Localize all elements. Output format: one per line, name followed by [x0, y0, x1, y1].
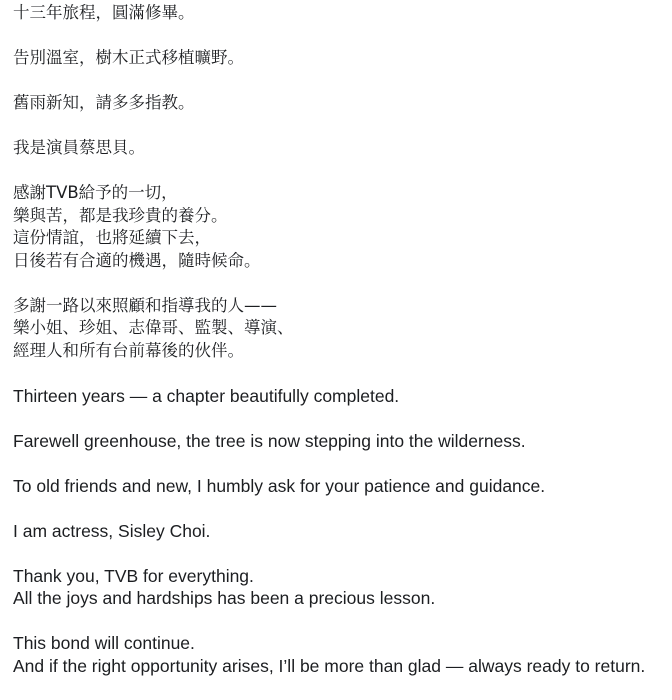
paragraph	[13, 2, 663, 25]
text-line: 感謝TVB給予的一切，	[13, 183, 178, 202]
text-line: To old friends and new, I humbly ask for your patience and guidance.	[13, 475, 546, 496]
text-line: Thirteen years — a chapter beautifully completed.	[13, 385, 400, 406]
paragraph	[13, 520, 663, 543]
text-line: Thank you, TVB for everything.	[13, 565, 254, 586]
english-section	[13, 385, 663, 678]
paragraph	[13, 92, 663, 115]
paragraph	[13, 565, 663, 610]
paragraph	[13, 295, 663, 363]
text-line: 告別溫室，樹木正式移植曠野。	[13, 48, 244, 67]
paragraph	[13, 430, 663, 453]
paragraph	[13, 182, 663, 272]
paragraph	[13, 47, 663, 70]
text-line: 樂與苦，都是我珍貴的養分。	[13, 205, 228, 225]
text-line: And if the right opportunity arises, I’ll be more than glad — always ready to return.	[13, 655, 646, 676]
paragraph	[13, 137, 663, 160]
text-line: 經理人和所有台前幕後的伙伴。	[13, 340, 244, 360]
chinese-section	[13, 2, 663, 362]
text-line: This bond will continue.	[13, 633, 195, 653]
text-line: All the joys and hardships has been a precious lesson.	[13, 588, 436, 608]
text-line: 十三年旅程，圓滿修畢。	[13, 3, 195, 22]
text-line: I am actress, Sisley Choi.	[13, 520, 211, 541]
text-line: 多謝一路以來照顧和指導我的人——	[13, 295, 277, 315]
text-line: 我是演員蔡思貝。	[13, 138, 145, 157]
text-line: Farewell greenhouse, the tree is now stepping into the wilderness.	[13, 430, 526, 451]
paragraph	[13, 475, 663, 498]
paragraph	[13, 632, 663, 677]
text-line: 舊雨新知，請多多指教。	[13, 93, 195, 112]
text-line: 這份情誼，也將延續下去，	[13, 228, 211, 247]
post-text	[13, 2, 663, 700]
text-line: 日後若有合適的機遇，隨時候命。	[13, 250, 261, 270]
text-line: 樂小姐、珍姐、志偉哥、監製、導演、	[13, 318, 294, 337]
paragraph	[13, 385, 663, 408]
